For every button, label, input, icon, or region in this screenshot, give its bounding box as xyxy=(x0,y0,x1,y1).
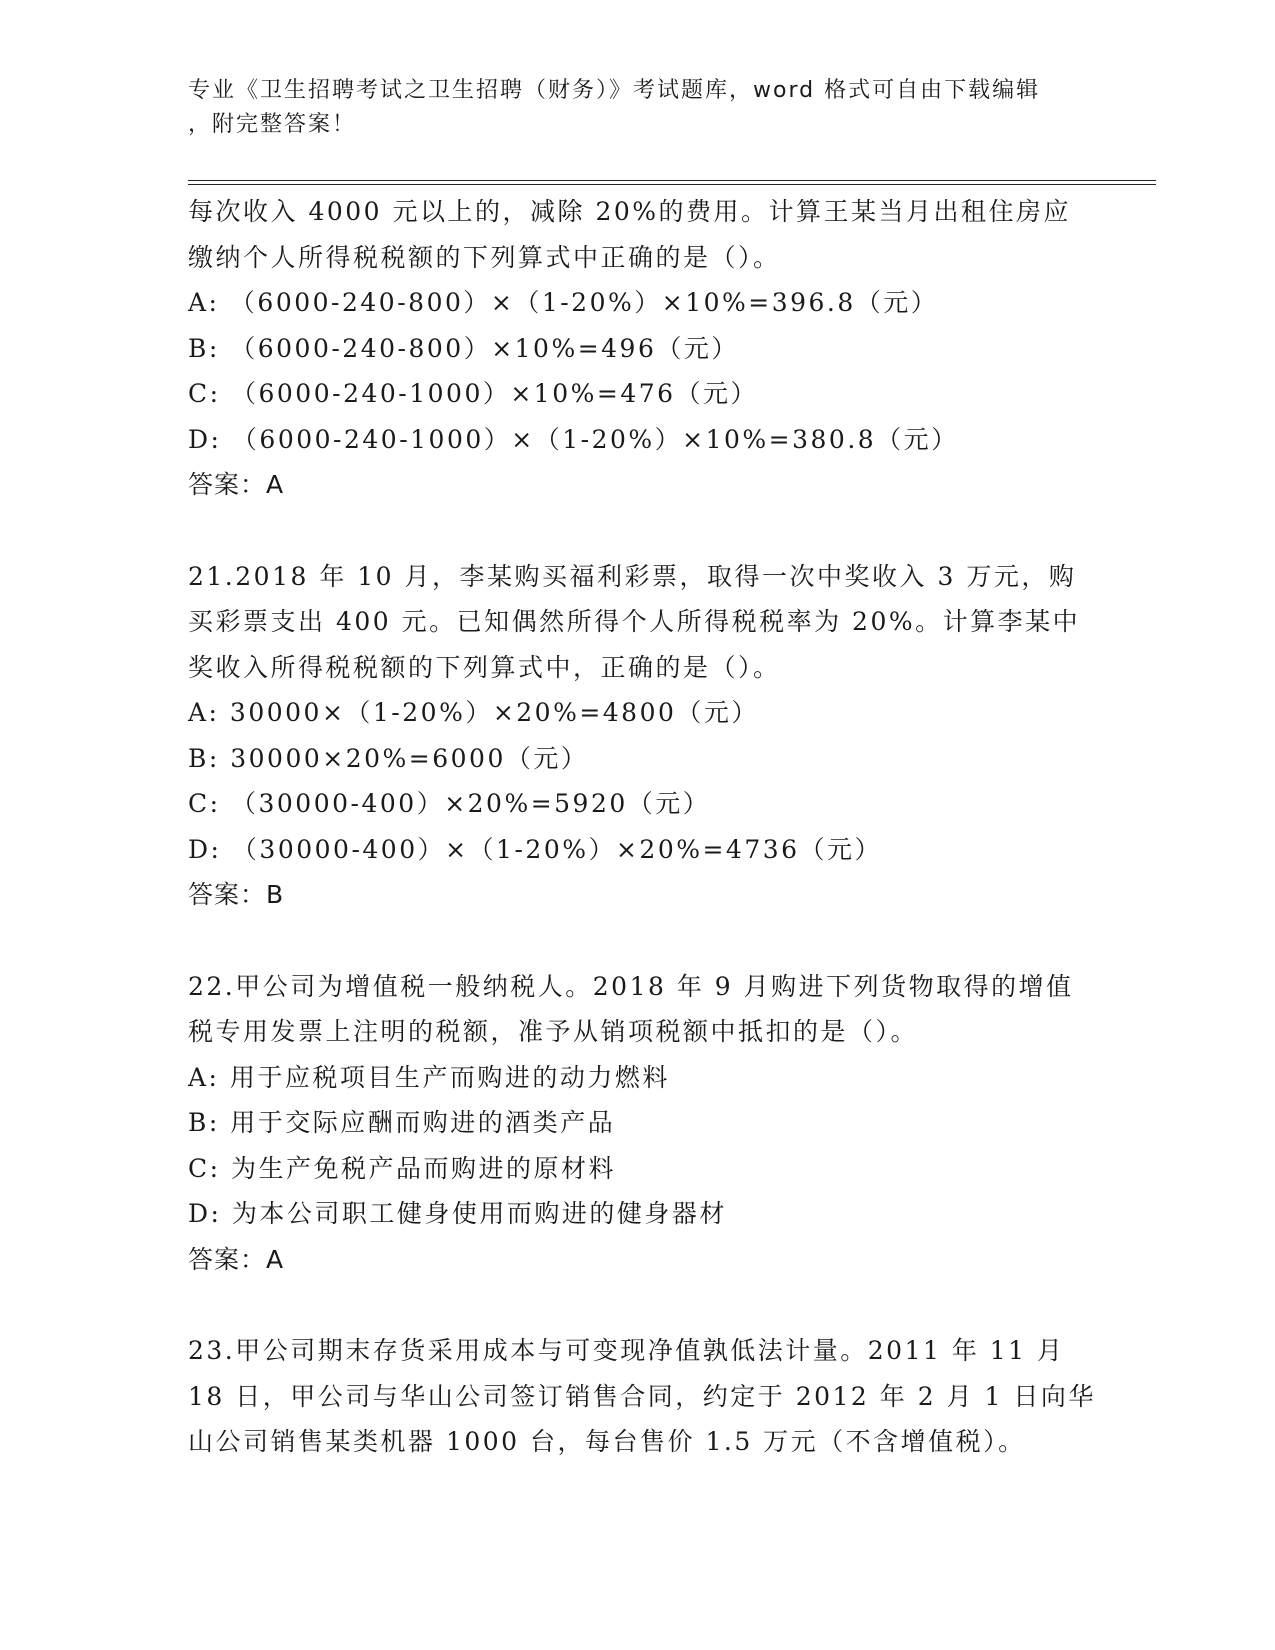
option-b: B: （6000-240-800）×10%=496（元） xyxy=(188,333,739,363)
question-stem-line: 18 日，甲公司与华山公司签订销售合同，约定于 2012 年 2 月 1 日向华 xyxy=(188,1381,1096,1411)
option-b: B: 30000×20%=6000（元） xyxy=(188,743,589,773)
question-stem-line: 山公司销售某类机器 1000 台，每台售价 1.5 万元（不含增值税）。 xyxy=(188,1427,1026,1456)
option-a: A: 用于应税项目生产而购进的动力燃料 xyxy=(188,1062,670,1092)
question-stem-line: 税专用发票上注明的税额，准予从销项税额中抵扣的是（）。 xyxy=(188,1017,919,1046)
option-d: D: （6000-240-1000）×（1-20%）×10%=380.8（元） xyxy=(188,424,959,454)
question-stem-line: 22.甲公司为增值税一般纳税人。2018 年 9 月购进下列货物取得的增值 xyxy=(188,971,1074,1001)
option-d: D: 为本公司职工健身使用而购进的健身器材 xyxy=(188,1199,727,1228)
question-20-continuation xyxy=(188,189,1088,508)
question-21 xyxy=(188,554,1088,918)
header-line-1: 专业《卫生招聘考试之卫生招聘（财务）》考试题库，word 格式可自由下载编辑 xyxy=(188,78,1041,103)
option-c: C: （30000-400）×20%=5920（元） xyxy=(188,789,711,818)
option-c: C: 为生产免税产品而购进的原材料 xyxy=(188,1153,616,1183)
question-stem-line: 缴纳个人所得税税额的下列算式中正确的是（）。 xyxy=(188,242,781,272)
question-stem-line: 奖收入所得税税额的下列算式中，正确的是（）。 xyxy=(188,652,781,682)
question-stem-line: 23.甲公司期末存货采用成本与可变现净值孰低法计量。2011 年 11 月 xyxy=(188,1336,1065,1365)
option-a: A: （6000-240-800）×（1-20%）×10%=396.8（元） xyxy=(188,288,939,317)
question-23 xyxy=(188,1328,1096,1465)
question-stem-line: 买彩票支出 400 元。已知偶然所得个人所得税税率为 20%。计算李某中 xyxy=(188,607,1081,636)
spacer xyxy=(188,508,1088,554)
question-stem-line: 21.2018 年 10 月，李某购买福利彩票，取得一次中奖收入 3 万元，购 xyxy=(188,561,1077,591)
option-d: D: （30000-400）×（1-20%）×20%=4736（元） xyxy=(188,834,883,864)
page-header xyxy=(188,74,1068,142)
question-22 xyxy=(188,964,1088,1283)
header-line-2: ，附完整答案！ xyxy=(188,112,357,137)
answer-line: 答案：A xyxy=(188,470,285,499)
spacer xyxy=(188,1282,1088,1328)
question-content xyxy=(188,189,1096,1465)
option-c: C: （6000-240-1000）×10%=476（元） xyxy=(188,379,759,408)
spacer xyxy=(188,918,1088,964)
answer-line: 答案：A xyxy=(188,1244,285,1274)
question-stem-line: 每次收入 4000 元以上的，减除 20%的费用。计算王某当月出租住房应 xyxy=(188,197,1072,226)
option-a: A: 30000×（1-20%）×20%=4800（元） xyxy=(188,698,759,727)
option-b: B: 用于交际应酬而购进的酒类产品 xyxy=(188,1108,616,1137)
header-divider xyxy=(188,180,1156,185)
answer-line: 答案：B xyxy=(188,880,285,909)
